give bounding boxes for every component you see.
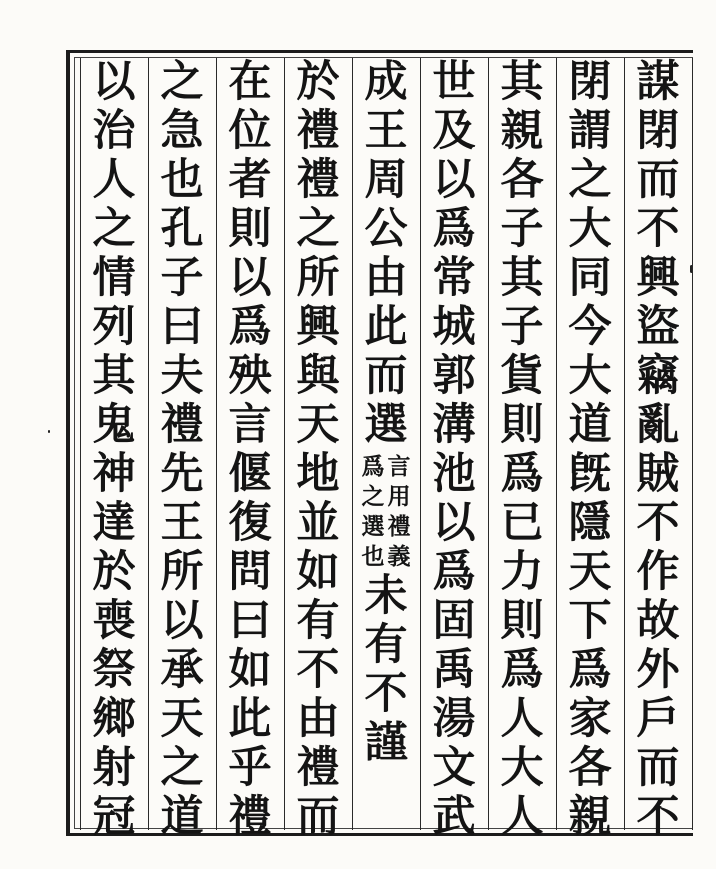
character: 以 (432, 498, 476, 548)
character: 於 (296, 57, 340, 107)
character: 復 (228, 498, 272, 548)
character: 興 (636, 253, 680, 303)
character: 不 (636, 204, 680, 254)
note-character: 也 (361, 543, 385, 570)
character: 未 (364, 571, 408, 621)
character: 鬼 (92, 400, 136, 450)
character: 常 (432, 253, 476, 303)
character: 親 (568, 792, 612, 842)
character: 貨 (500, 351, 544, 401)
character: 池 (432, 449, 476, 499)
character: 道 (160, 792, 204, 842)
character: 世 (432, 57, 476, 107)
note-character: 爲 (361, 453, 385, 480)
note-character: 禮 (387, 513, 411, 540)
character: 曰 (160, 302, 204, 352)
character: 並 (296, 498, 340, 548)
character: 外 (636, 645, 680, 695)
text-column-1 (624, 57, 692, 842)
character: 興 (296, 302, 340, 352)
character: 者 (228, 155, 272, 205)
character: 此 (228, 694, 272, 744)
text-column-2 (556, 57, 624, 842)
character: 今 (568, 302, 612, 352)
character: 盜 (636, 302, 680, 352)
character: 問 (228, 547, 272, 597)
character: 力 (500, 547, 544, 597)
text-column-3 (488, 57, 556, 842)
character: 隱 (568, 498, 612, 548)
character: 則 (500, 400, 544, 450)
character: 喪 (92, 596, 136, 646)
character: 人 (500, 694, 544, 744)
character: 則 (500, 596, 544, 646)
character: 賊 (636, 449, 680, 499)
character: 夫 (160, 351, 204, 401)
character: 固 (432, 596, 476, 646)
character: 治 (92, 106, 136, 156)
character: 天 (160, 694, 204, 744)
character: 親 (500, 106, 544, 156)
character: 之 (160, 57, 204, 107)
character: 各 (500, 155, 544, 205)
character: 而 (636, 743, 680, 793)
character: 爲 (500, 449, 544, 499)
character: 所 (160, 547, 204, 597)
character: 閉 (568, 57, 612, 107)
character: 有 (364, 620, 408, 670)
text-column-7 (216, 57, 284, 842)
character: 而 (296, 792, 340, 842)
character: 以 (432, 155, 476, 205)
character: 鄉 (92, 694, 136, 744)
note-character: 之 (361, 483, 385, 510)
character: 不 (636, 792, 680, 842)
character: 大 (568, 351, 612, 401)
character: 列 (92, 302, 136, 352)
character: 不 (636, 498, 680, 548)
character: 以 (160, 596, 204, 646)
character: 湯 (432, 694, 476, 744)
character: 由 (296, 694, 340, 744)
column-rule (148, 58, 149, 830)
character: 亂 (636, 400, 680, 450)
character: 大 (500, 743, 544, 793)
character: 選 (364, 400, 408, 450)
character: 爲 (432, 547, 476, 597)
column-rule (80, 58, 81, 830)
column-rule (352, 58, 353, 830)
column-rule (420, 58, 421, 830)
character: 爲 (432, 204, 476, 254)
character: 武 (432, 792, 476, 842)
character: 以 (228, 253, 272, 303)
character: 所 (296, 253, 340, 303)
commentary-line-2 (362, 452, 385, 572)
character: 射 (92, 743, 136, 793)
character: 曰 (228, 596, 272, 646)
character: 言 (228, 400, 272, 450)
character: 急 (160, 106, 204, 156)
character: 爲 (568, 645, 612, 695)
character: 故 (636, 596, 680, 646)
character: 與 (296, 351, 340, 401)
character: 之 (296, 204, 340, 254)
column-rule (284, 58, 285, 830)
character: 周 (364, 155, 408, 205)
character: 殃 (228, 351, 272, 401)
column-rule (556, 58, 557, 830)
character: 此 (364, 302, 408, 352)
character: 禮 (296, 106, 340, 156)
character: 也 (160, 155, 204, 205)
character: 地 (296, 449, 340, 499)
character: 公 (364, 204, 408, 254)
character: 位 (228, 106, 272, 156)
character: 禮 (296, 743, 340, 793)
character: 其 (500, 253, 544, 303)
character: 乎 (228, 743, 272, 793)
character: 作 (636, 547, 680, 597)
note-character: 言 (387, 453, 411, 480)
character: 情 (92, 253, 136, 303)
character: 天 (568, 547, 612, 597)
character: 由 (364, 253, 408, 303)
character: 謀 (636, 57, 680, 107)
character: 之 (92, 204, 136, 254)
character: 及 (432, 106, 476, 156)
character: 禮 (296, 155, 340, 205)
character: 不 (364, 669, 408, 719)
commentary-line-1 (388, 452, 411, 572)
character: 如 (228, 645, 272, 695)
character: 人 (92, 155, 136, 205)
character: 王 (160, 498, 204, 548)
character: 文 (432, 743, 476, 793)
character: 孔 (160, 204, 204, 254)
column-rule (624, 58, 625, 830)
margin-mark (48, 430, 50, 433)
character: 王 (364, 106, 408, 156)
character: 禹 (432, 645, 476, 695)
character: 道 (568, 400, 612, 450)
character: 有 (296, 596, 340, 646)
character: 旣 (568, 449, 612, 499)
character: 先 (160, 449, 204, 499)
character: 則 (228, 204, 272, 254)
character: 之 (568, 155, 612, 205)
character: 閉 (636, 106, 680, 156)
character: 冠 (92, 792, 136, 842)
character: 人 (500, 792, 544, 842)
character: 下 (568, 596, 612, 646)
character: 禮 (160, 400, 204, 450)
text-column-5 (352, 58, 420, 830)
character: 城 (432, 302, 476, 352)
text-column-6 (284, 57, 352, 842)
text-column-4 (420, 57, 488, 842)
character: 承 (160, 645, 204, 695)
note-character: 選 (361, 513, 385, 540)
interlinear-commentary (362, 452, 411, 572)
character: 成 (364, 57, 408, 107)
column-rule (488, 58, 489, 830)
character: 其 (92, 351, 136, 401)
character: 謂 (568, 106, 612, 156)
character: 子 (500, 204, 544, 254)
character: 於 (92, 547, 136, 597)
character: 子 (500, 302, 544, 352)
character: 天 (296, 400, 340, 450)
character: 謹 (364, 718, 408, 768)
character: 之 (160, 743, 204, 793)
character: 禮 (228, 792, 272, 842)
character: 達 (92, 498, 136, 548)
character: 其 (500, 57, 544, 107)
column-rule (216, 58, 217, 830)
character: 郭 (432, 351, 476, 401)
character: 已 (500, 498, 544, 548)
character: 而 (364, 351, 408, 401)
character: 溝 (432, 400, 476, 450)
character: 子 (160, 253, 204, 303)
character: 爲 (228, 302, 272, 352)
text-column-8 (148, 57, 216, 842)
character: 以 (92, 57, 136, 107)
character: 在 (228, 57, 272, 107)
character: 戶 (636, 694, 680, 744)
column-rule (692, 58, 693, 830)
character: 而 (636, 155, 680, 205)
character: 如 (296, 547, 340, 597)
character: 各 (568, 743, 612, 793)
character: 偃 (228, 449, 272, 499)
character: 爲 (500, 645, 544, 695)
character: 神 (92, 449, 136, 499)
text-column-9 (80, 57, 148, 842)
character: 不 (296, 645, 340, 695)
character: 祭 (92, 645, 136, 695)
character: 同 (568, 253, 612, 303)
character: 大 (568, 204, 612, 254)
note-character: 義 (387, 543, 411, 570)
character: 竊 (636, 351, 680, 401)
character: 家 (568, 694, 612, 744)
note-character: 用 (387, 483, 411, 510)
